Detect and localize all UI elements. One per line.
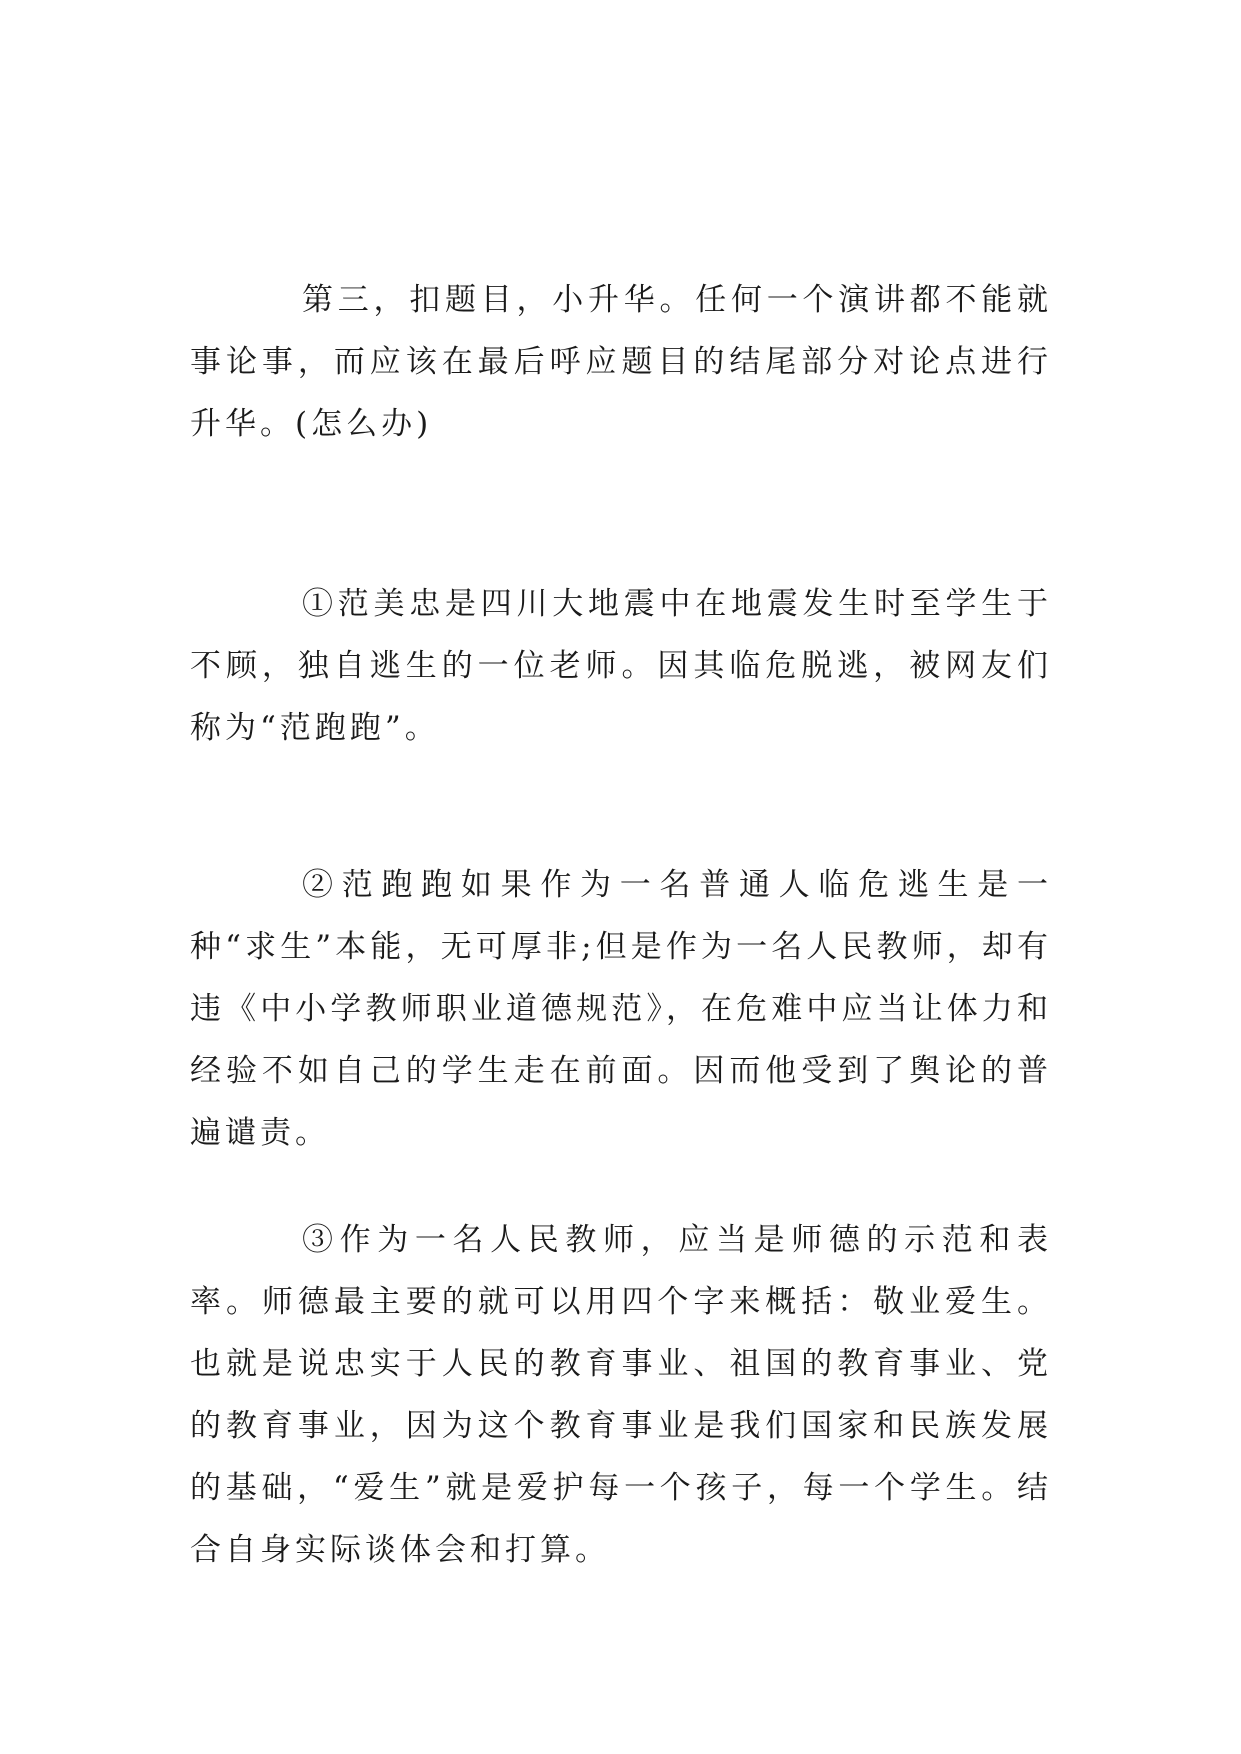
paragraph-point-2: ②范跑跑如果作为一名普通人临危逃生是一种“求生”本能，无可厚非;但是作为一名人民教师，却有违《中小学教师职业道德规范》，在危难中应当让体力和经验不如自己的学生走在前面。因而他受到了舆论的普遍谴责。	[190, 867, 1052, 1151]
paragraph-point-1: ①范美忠是四川大地震中在地震发生时至学生于不顾，独自逃生的一位老师。因其临危脱逃，被网友们称为“范跑跑”。	[190, 586, 1052, 746]
paragraph-conclusion-tip: 第三，扣题目，小升华。任何一个演讲都不能就事论事，而应该在最后呼应题目的结尾部分对论点进行升华。(怎么办)	[190, 282, 1052, 442]
paragraph-point-3: ③作为一名人民教师，应当是师德的示范和表率。师德最主要的就可以用四个字来概括：敬业爱生。也就是说忠实于人民的教育事业、祖国的教育事业、党的教育事业，因为这个教育事业是我们国家和民族发展的基础，“爱生”就是爱护每一个孩子，每一个学生。结合自身实际谈体会和打算。	[190, 1222, 1052, 1568]
